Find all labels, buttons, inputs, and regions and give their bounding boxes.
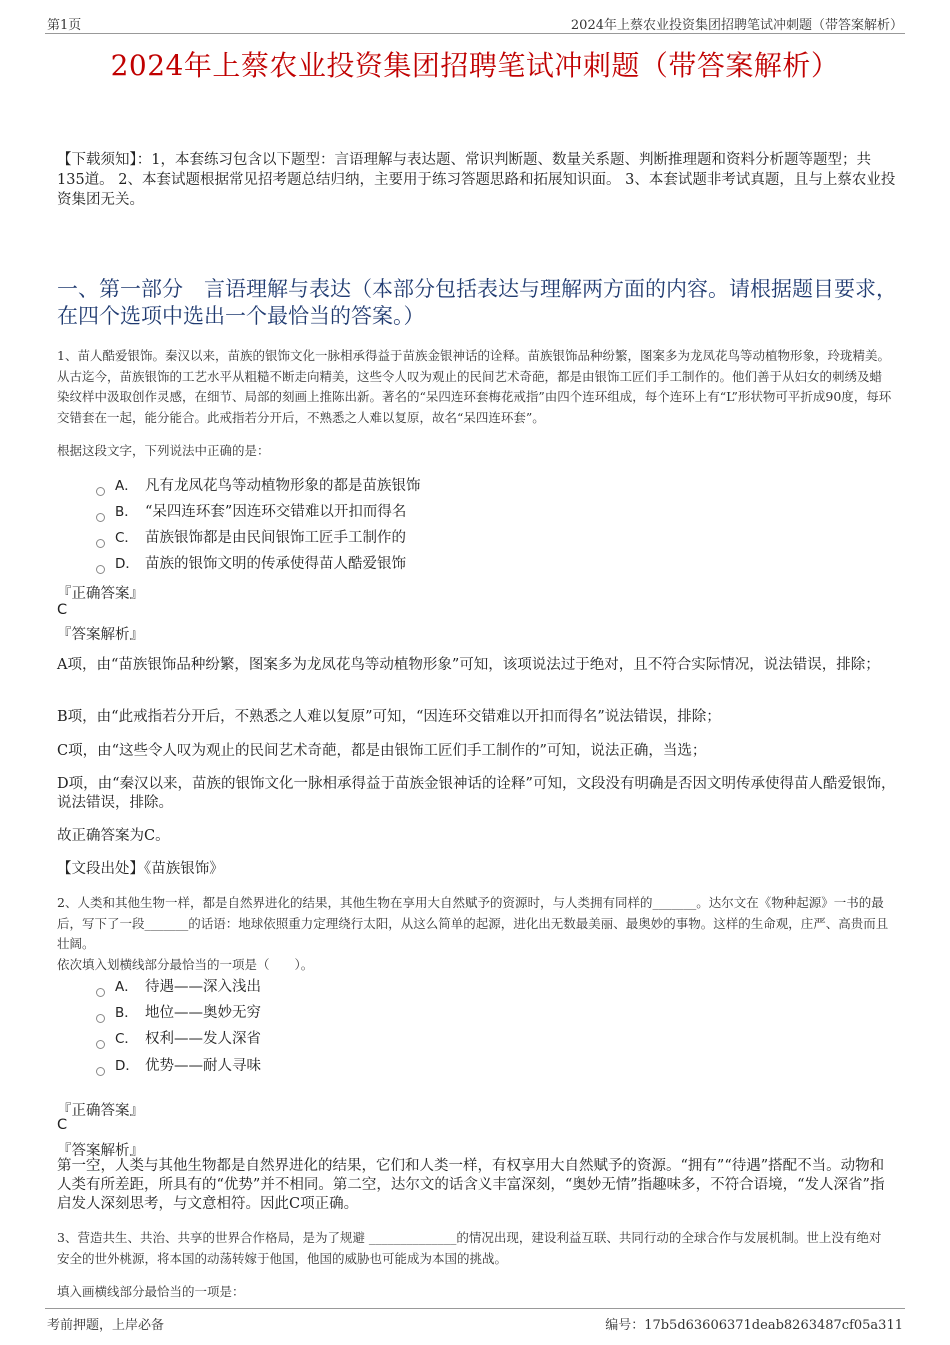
question-1-option-d[interactable]: D． 苗族的银饰文明的传承使得苗人酷爱银饰 [96,554,406,574]
page-number: 第1页 [47,18,82,33]
footer-divider [45,1308,905,1309]
question-2-analysis-label: 『答案解析』 [57,1143,144,1159]
radio-icon[interactable] [96,565,105,574]
question-2-option-d[interactable]: D． 优势——耐人寻味 [96,1056,261,1076]
header-divider [45,33,905,34]
question-2-prompt: 依次填入划横线部分最恰当的一项是（ ）。 [57,957,314,972]
question-3-prompt: 填入画横线部分最恰当的一项是： [57,1284,245,1299]
question-1-option-c[interactable]: C． 苗族银饰都是由民间银饰工匠手工制作的 [96,528,406,548]
question-1-conclusion: 故正确答案为C。 [57,828,170,844]
question-1-analysis-a: A项，由“苗族银饰品种纷繁，图案多为龙凤花鸟等动植物形象”可知，该项说法过于绝对，且不符合实际情况，说法错误，排除； [57,657,880,673]
question-1-source: 【文段出处】《苗族银饰》 [57,861,224,877]
radio-icon[interactable] [96,539,105,548]
question-1-answer-label: 『正确答案』 [57,586,144,602]
question-2-option-a[interactable]: A． 待遇——深入浅出 [96,977,261,997]
question-1-prompt: 根据这段文字，下列说法中正确的是： [57,443,270,458]
question-3-text: 3、营造共生、共治、共享的世界合作格局，是为了规避 ______________的情况出现，建设利益互联、共同行动的全球合作与发展机制。世上没有绝对安全的世外桃源，将本国的动荡转嫁于他国，他国的威胁也可能成为本国的挑战。 [57,1230,882,1266]
footer-slogan: 考前押题，上岸必备 [47,1318,165,1333]
radio-icon[interactable] [96,1014,105,1023]
question-1-option-b[interactable]: B． “呆四连环套”因连环交错难以开扣而得名 [96,502,406,522]
page-title: 2024年上蔡农业投资集团招聘笔试冲刺题（带答案解析） [110,49,840,82]
question-1-answer: C [57,602,68,618]
question-2-answer-label: 『正确答案』 [57,1103,144,1119]
radio-icon[interactable] [96,513,105,522]
download-notice: 【下载须知】：1，本套练习包含以下题型：言语理解与表达题、常识判断题、数量关系题、判断推理题和资料分析题等题型；共135道。 2、本套试题根据常见招考题总结归纳，主要用于练习答题思路和拓展知识面。 3、本套试题非考试真题，且与上蔡农业投资集团无关。 [57,152,896,208]
question-1-analysis-label: 『答案解析』 [57,627,144,643]
question-1-analysis-b: B项，由“此戒指若分开后，不熟悉之人难以复原”可知，“因连环交错难以开扣而得名”说法错误，排除； [57,709,721,725]
question-2-option-c[interactable]: C． 权利——发人深省 [96,1029,261,1049]
question-2-answer: C [57,1117,68,1133]
running-header-title: 2024年上蔡农业投资集团招聘笔试冲刺题（带答案解析） [570,18,903,33]
question-1-analysis-c: C项，由“这些令人叹为观止的民间艺术奇葩，都是由银饰工匠们手工制作的”可知，说法正确，当选； [57,743,707,759]
question-1-option-a[interactable]: A． 凡有龙凤花鸟等动植物形象的都是苗族银饰 [96,476,421,496]
document-id: 编号：17b5d63606371deab8263487cf05a311 [605,1318,903,1333]
radio-icon[interactable] [96,1067,105,1076]
radio-icon[interactable] [96,1040,105,1049]
section-title: 一、第一部分 言语理解与表达（本部分包括表达与理解两方面的内容。请根据题目要求，在四个选项中选出一个最恰当的答案。） [57,277,897,328]
question-1-analysis-d: D项，由“秦汉以来，苗族的银饰文化一脉相承得益于苗族金银神话的诠释”可知，文段没有明确是否因文明传承使得苗人酷爱银饰，说法错误，排除。 [57,776,896,811]
radio-icon[interactable] [96,487,105,496]
question-2-option-b[interactable]: B． 地位——奥妙无穷 [96,1003,261,1023]
question-1-text: 1、苗人酷爱银饰。秦汉以来，苗族的银饰文化一脉相承得益于苗族金银神话的诠释。苗族银饰品种纷繁，图案多为龙凤花鸟等动植物形象，玲珑精美。从古迄今，苗族银饰的工艺水平从粗糙不断走向精美，这些令人叹为观止的民间艺术奇葩，都是由银饰工匠们手工制作的。他们善于从妇女的刺绣及蜡染纹样中汲取创作灵感，在细节、局部的刻画上推陈出新。著名的“呆四连环套梅花戒指”由四个连环组成，每个连环上有“L”形状物可平折成90度，每环交错套在一起，能分能合。此戒指若分开后，不熟悉之人难以复原，故名“呆四连环套”。 [57,348,892,425]
question-2-analysis: 第一空，人类与其他生物都是自然界进化的结果，它们和人类一样，有权享用大自然赋予的资源。“拥有”“待遇”搭配不当。动物和人类有所差距，所具有的“优势”并不相同。第二空，达尔文的话含义丰富深刻，“奥妙无情”指趣味多，不符合语境，“发人深省”指启发人深刻思考，与文意相符。因此C项正确。 [57,1158,885,1212]
question-2-text: 2、人类和其他生物一样，都是自然界进化的结果，其他生物在享用大自然赋予的资源时，与人类拥有同样的_______。达尔文在《物种起源》一书的最后，写下了一段_______的话语：地球依照重力定理绕行太阳，从这么简单的起源，进化出无数最美丽、最奥妙的事物。这样的生命观，庄严、高贵而且壮阔。 [57,895,889,951]
radio-icon[interactable] [96,988,105,997]
